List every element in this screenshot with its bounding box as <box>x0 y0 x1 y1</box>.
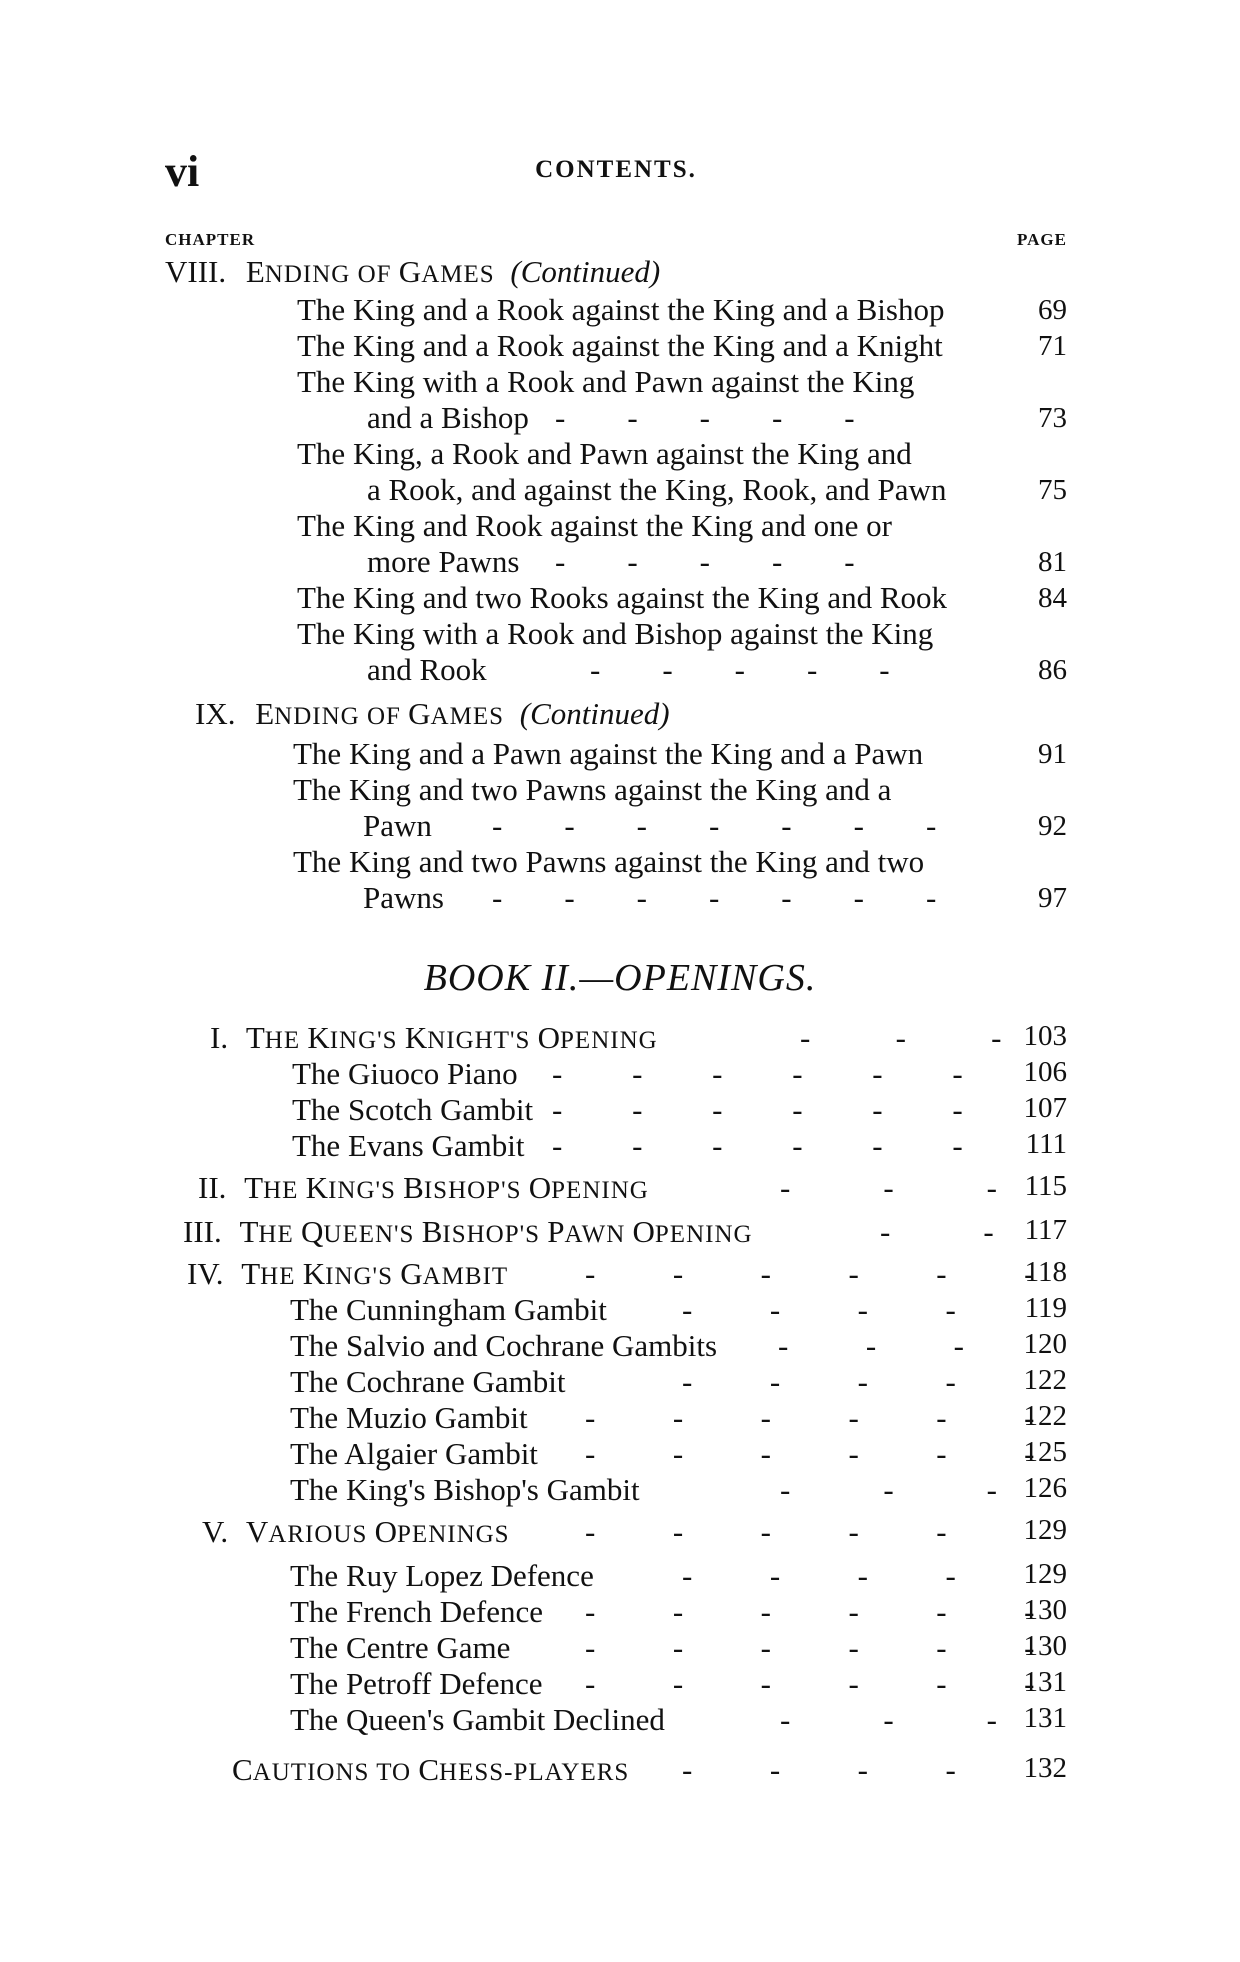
toc-entry: The Petroff Defence <box>290 1666 543 1701</box>
page-number: 117 <box>1024 1214 1067 1246</box>
page-number: 92 <box>1038 810 1067 842</box>
dot-leader: - - - - - <box>555 400 855 435</box>
chapter-heading <box>165 254 660 290</box>
toc-entry: The French Defence <box>290 1594 544 1629</box>
dot-leader: - - - - <box>682 1752 956 1787</box>
page-number: 130 <box>1023 1594 1067 1626</box>
page-number: 91 <box>1038 738 1067 770</box>
chapter-number: IV. <box>187 1256 224 1291</box>
page-number: 130 <box>1023 1630 1067 1662</box>
dot-leader: - - - - - - <box>552 1128 963 1163</box>
dot-leader: - - - - - - <box>585 1256 1035 1291</box>
chapter-title: ENDING OF GAMES <box>245 254 495 289</box>
dot-leader: - - - - <box>682 1558 956 1593</box>
dot-leader: - - - - - <box>585 1514 947 1549</box>
toc-entry-continuation: Pawns <box>363 880 444 915</box>
page-number: 84 <box>1038 582 1067 614</box>
toc-entry-continuation: and a Bishop <box>367 400 529 435</box>
dot-leader: - - - - - - <box>552 1092 963 1127</box>
running-title: CONTENTS. <box>535 156 697 183</box>
chapter-title: THE KING'S KNIGHT'S OPENING <box>245 1020 658 1055</box>
page-number: 115 <box>1024 1170 1067 1202</box>
toc-entry: The King and a Rook against the King and a Bishop <box>297 292 945 327</box>
toc-entry: The King and a Pawn against the King and a Pawn <box>293 736 924 771</box>
toc-entry: The Giuoco Piano <box>292 1056 518 1091</box>
opening-heading <box>187 1256 508 1292</box>
opening-heading <box>198 1170 649 1206</box>
continued-note: (Continued) <box>519 696 670 731</box>
opening-heading <box>202 1514 510 1550</box>
page-number: 131 <box>1023 1702 1067 1734</box>
page-number: 69 <box>1038 294 1067 326</box>
dot-leader: - - - <box>780 1170 997 1205</box>
toc-entry-continuation: Pawn <box>363 808 432 843</box>
toc-entry: The Salvio and Cochrane Gambits <box>290 1328 718 1363</box>
page-number: 81 <box>1038 546 1067 578</box>
page-number: 86 <box>1038 654 1067 686</box>
dot-leader: - - - - - - <box>585 1594 1035 1629</box>
toc-entry: The King and a Rook against the King and a Knight <box>297 328 943 363</box>
page-number: 132 <box>1023 1752 1067 1784</box>
toc-entry: The King and two Rooks against the King and Rook <box>297 580 948 615</box>
toc-entry: The Ruy Lopez Defence <box>290 1558 594 1593</box>
dot-leader: - - - - - - <box>585 1630 1035 1665</box>
toc-entry: The Queen's Gambit Declined <box>290 1702 665 1737</box>
page-number: 119 <box>1024 1292 1067 1324</box>
toc-entry: The Muzio Gambit <box>290 1400 528 1435</box>
chapter-title: THE KING'S BISHOP'S OPENING <box>244 1170 649 1205</box>
page-number: 106 <box>1023 1056 1067 1088</box>
toc-entry: The Centre Game <box>290 1630 511 1665</box>
chapter-number: II. <box>198 1170 227 1205</box>
page-number: 120 <box>1023 1328 1067 1360</box>
toc-entry-continuation: a Rook, and against the King, Rook, and Pawn <box>367 472 947 507</box>
toc-entry: The King's Bishop's Gambit <box>290 1472 640 1507</box>
toc-entry: The Cunningham Gambit <box>290 1292 607 1327</box>
page-header <box>165 146 1067 196</box>
toc-entry-continuation: and Rook <box>367 652 487 687</box>
page-number: 122 <box>1023 1364 1067 1396</box>
toc-entry: The Cochrane Gambit <box>290 1364 566 1399</box>
page-number: 103 <box>1023 1020 1067 1052</box>
page-number: 129 <box>1023 1558 1067 1590</box>
chapter-title: THE KING'S GAMBIT <box>241 1256 509 1291</box>
page-number: 118 <box>1024 1256 1067 1288</box>
page-number: 122 <box>1023 1400 1067 1432</box>
toc-entry: The King with a Rook and Pawn against the King <box>297 364 915 399</box>
chapter-title: ENDING OF GAMES <box>255 696 505 731</box>
dot-leader: - - <box>880 1214 994 1249</box>
page-number: 107 <box>1023 1092 1067 1124</box>
dot-leader: - - - - - - <box>585 1436 1035 1471</box>
toc-entry: The King and two Pawns against the King and two <box>293 844 925 879</box>
page-number: 131 <box>1023 1666 1067 1698</box>
dot-leader: - - - - <box>682 1364 956 1399</box>
page-number: 111 <box>1025 1128 1067 1160</box>
page-number: 71 <box>1038 330 1067 362</box>
dot-leader: - - - - - - <box>585 1400 1035 1435</box>
cautions-heading <box>232 1752 629 1788</box>
page-number: 129 <box>1023 1514 1067 1546</box>
toc-entry: The Algaier Gambit <box>290 1436 538 1471</box>
toc-entry: The Evans Gambit <box>292 1128 525 1163</box>
chapter-heading <box>195 696 670 732</box>
chapter-number: V. <box>202 1514 229 1549</box>
dot-leader: - - - - - <box>590 652 890 687</box>
chapter-number: III. <box>183 1214 222 1249</box>
book-heading: BOOK II.—OPENINGS. <box>423 957 817 999</box>
page-number: 125 <box>1023 1436 1067 1468</box>
toc-entry: The King, a Rook and Pawn against the King and <box>297 436 912 471</box>
chapter-number: IX. <box>195 696 236 731</box>
dot-leader: - - - - - - <box>585 1666 1035 1701</box>
page-column-heading: PAGE <box>1017 230 1067 249</box>
dot-leader: - - - - <box>682 1292 956 1327</box>
page-number: 73 <box>1038 402 1067 434</box>
page-number: 97 <box>1038 882 1067 914</box>
page-number: 75 <box>1038 474 1067 506</box>
dot-leader: - - - <box>780 1472 997 1507</box>
toc-entry: The King and two Pawns against the King and a <box>293 772 892 807</box>
chapter-number: I. <box>210 1020 229 1055</box>
opening-heading <box>183 1214 753 1250</box>
toc-entry: The Scotch Gambit <box>292 1092 534 1127</box>
chapter-column-heading: CHAPTER <box>165 230 256 249</box>
dot-leader: - - - <box>780 1702 997 1737</box>
toc-entry-continuation: more Pawns <box>367 544 520 579</box>
dot-leader: - - - <box>778 1328 964 1363</box>
dot-leader: - - - - - <box>555 544 855 579</box>
dot-leader: - - - - - - <box>552 1056 963 1091</box>
dot-leader: - - - - - - - <box>492 808 937 843</box>
continued-note: (Continued) <box>510 254 661 289</box>
chapter-title: THE QUEEN'S BISHOP'S PAWN OPENING <box>239 1214 753 1249</box>
chapter-title: CAUTIONS TO CHESS-PLAYERS <box>232 1752 630 1787</box>
toc-entry: The King and Rook against the King and one or <box>297 508 892 543</box>
toc-entry: The King with a Rook and Bishop against the King <box>297 616 934 651</box>
page-number: 126 <box>1023 1472 1067 1504</box>
opening-heading <box>210 1020 658 1056</box>
dot-leader: - - - <box>800 1020 1002 1055</box>
chapter-number: VIII. <box>165 254 227 289</box>
page-folio: vi <box>165 147 200 196</box>
dot-leader: - - - - - - - <box>492 880 937 915</box>
chapter-title: VARIOUS OPENINGS <box>245 1514 510 1549</box>
